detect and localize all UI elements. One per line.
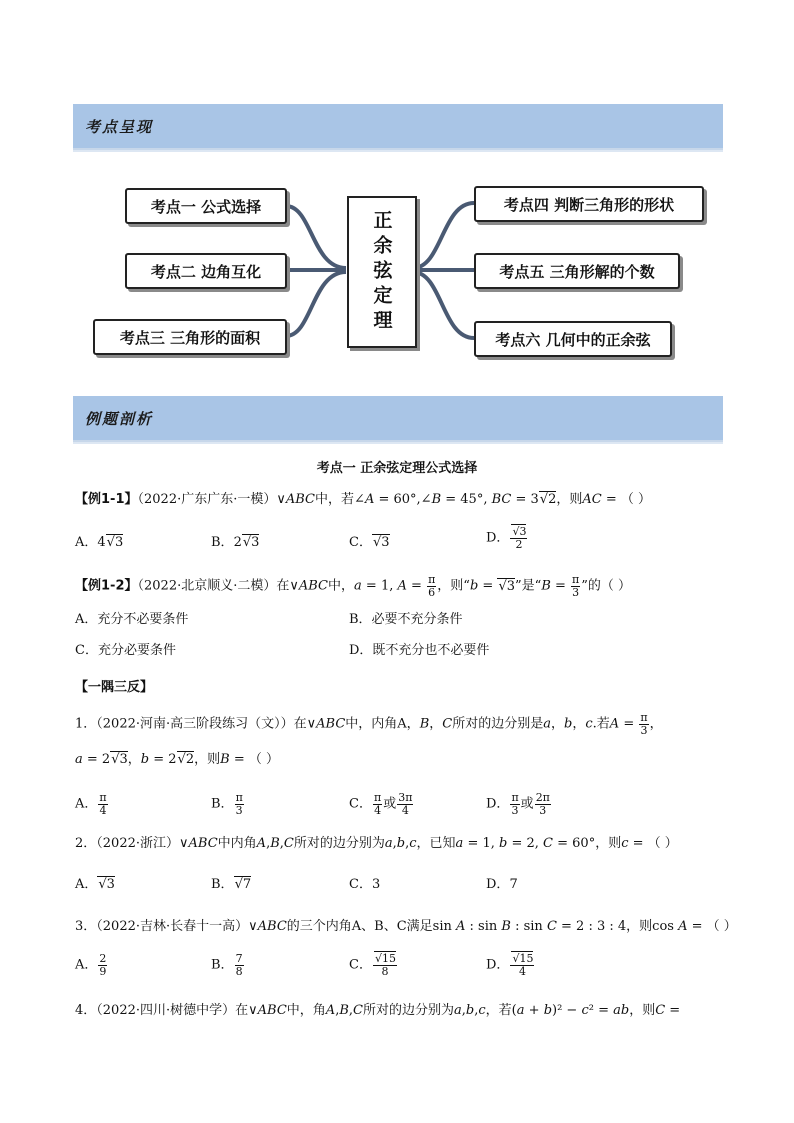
mindmap-node-6: 考点六 几何中的正余弦 xyxy=(474,321,672,357)
banner-title: 例题剖析 xyxy=(85,410,154,428)
mindmap-node-5: 考点五 三角形解的个数 xyxy=(474,253,680,289)
q1-option-c: C． $\frac{\pi}{4}$ 或 $\frac{3\pi}{4}$ xyxy=(349,791,413,817)
question-1-line2: a = 2√3，b = 2√2，则B = （ ） xyxy=(75,752,279,767)
question-1: 1．（2022·河南·高三阶段练习（文））在∨ABC中，内角A，B，C所对的边分别是a，b，c.若A = $\frac{\pi}{3}$ ， xyxy=(75,711,663,737)
q1-option-b: B． $\frac{\pi}{3}$ xyxy=(211,791,243,817)
mindmap-node-3: 考点三 三角形的面积 xyxy=(93,319,287,355)
q1-option-d: D． $\frac{\pi}{3}$ 或 $\frac{2\pi}{3}$ xyxy=(486,791,550,817)
ex11-option-d: D． $\frac{√3}{2}$ xyxy=(486,525,527,551)
yiyu-heading: 【一隅三反】 xyxy=(75,680,154,695)
mindmap-node-1: 考点一 公式选择 xyxy=(125,188,287,224)
question-4: 4．（2022·四川·树德中学）在∨ABC中，角A,B,C所对的边分别为a,b,c，若(a + b)² − c² = ab，则C = xyxy=(75,1003,681,1018)
example-1-1: 【例1-1】（2022·广东广东·一模）∨ABC中，若∠A = 60°,∠B = 45°, BC = 3√2，则AC = （ ） xyxy=(75,492,652,507)
mindmap-node-2: 考点二 边角互化 xyxy=(125,253,287,289)
q2-option-c: C．3 xyxy=(349,877,381,892)
section-title: 考点一 正余弦定理公式选择 xyxy=(316,461,478,476)
question-2: 2．（2022·浙江）∨ABC中内角A,B,C所对的边分别为a,b,c，已知a = 1, b = 2, C = 60°，则c = （ ） xyxy=(75,836,678,851)
q3-option-c: C． $\frac{√15}{8}$ xyxy=(349,952,396,978)
ex12-option-d: D．既不充分也不必要件 xyxy=(349,643,490,658)
ex12-option-c: C．充分必要条件 xyxy=(75,643,176,658)
ex12-option-b: B．必要不充分条件 xyxy=(349,612,463,627)
q2-option-b: B．√7 xyxy=(211,877,252,892)
q3-option-b: B． $\frac{7}{8}$ xyxy=(211,952,243,978)
banner-title: 考点呈现 xyxy=(85,118,154,136)
ex11-option-c: C．√3 xyxy=(349,535,390,550)
ex11-option-a: A．4√3 xyxy=(75,535,124,550)
ex11-option-b: B．2√3 xyxy=(211,535,260,550)
q2-option-a: A．√3 xyxy=(75,877,115,892)
question-3: 3．（2022·吉林·长春十一高）∨ABC的三个内角A、B、C满足sin A : sin B : sin C = 2 : 3 : 4，则cos A = （ ） xyxy=(75,919,737,934)
ex12-option-a: A．充分不必要条件 xyxy=(75,612,189,627)
q1-option-a: A． $\frac{\pi}{4}$ xyxy=(75,791,107,817)
q3-option-d: D． $\frac{√15}{4}$ xyxy=(486,952,534,978)
section-banner-liti xyxy=(73,396,723,442)
q3-option-a: A． $\frac{2}{9}$ xyxy=(75,952,107,978)
mindmap-node-4: 考点四 判断三角形的形状 xyxy=(474,186,704,222)
example-1-2: 【例1-2】（2022·北京顺义·二模）在∨ABC中，a = 1, A = $\frac{\pi}{6}$ ，则“b = √3”是“B = $\frac{\pi}{3}$ ”的（ ） xyxy=(75,573,632,599)
q2-option-d: D．7 xyxy=(486,877,518,892)
mindmap-center: 正余弦定理 xyxy=(347,196,417,348)
